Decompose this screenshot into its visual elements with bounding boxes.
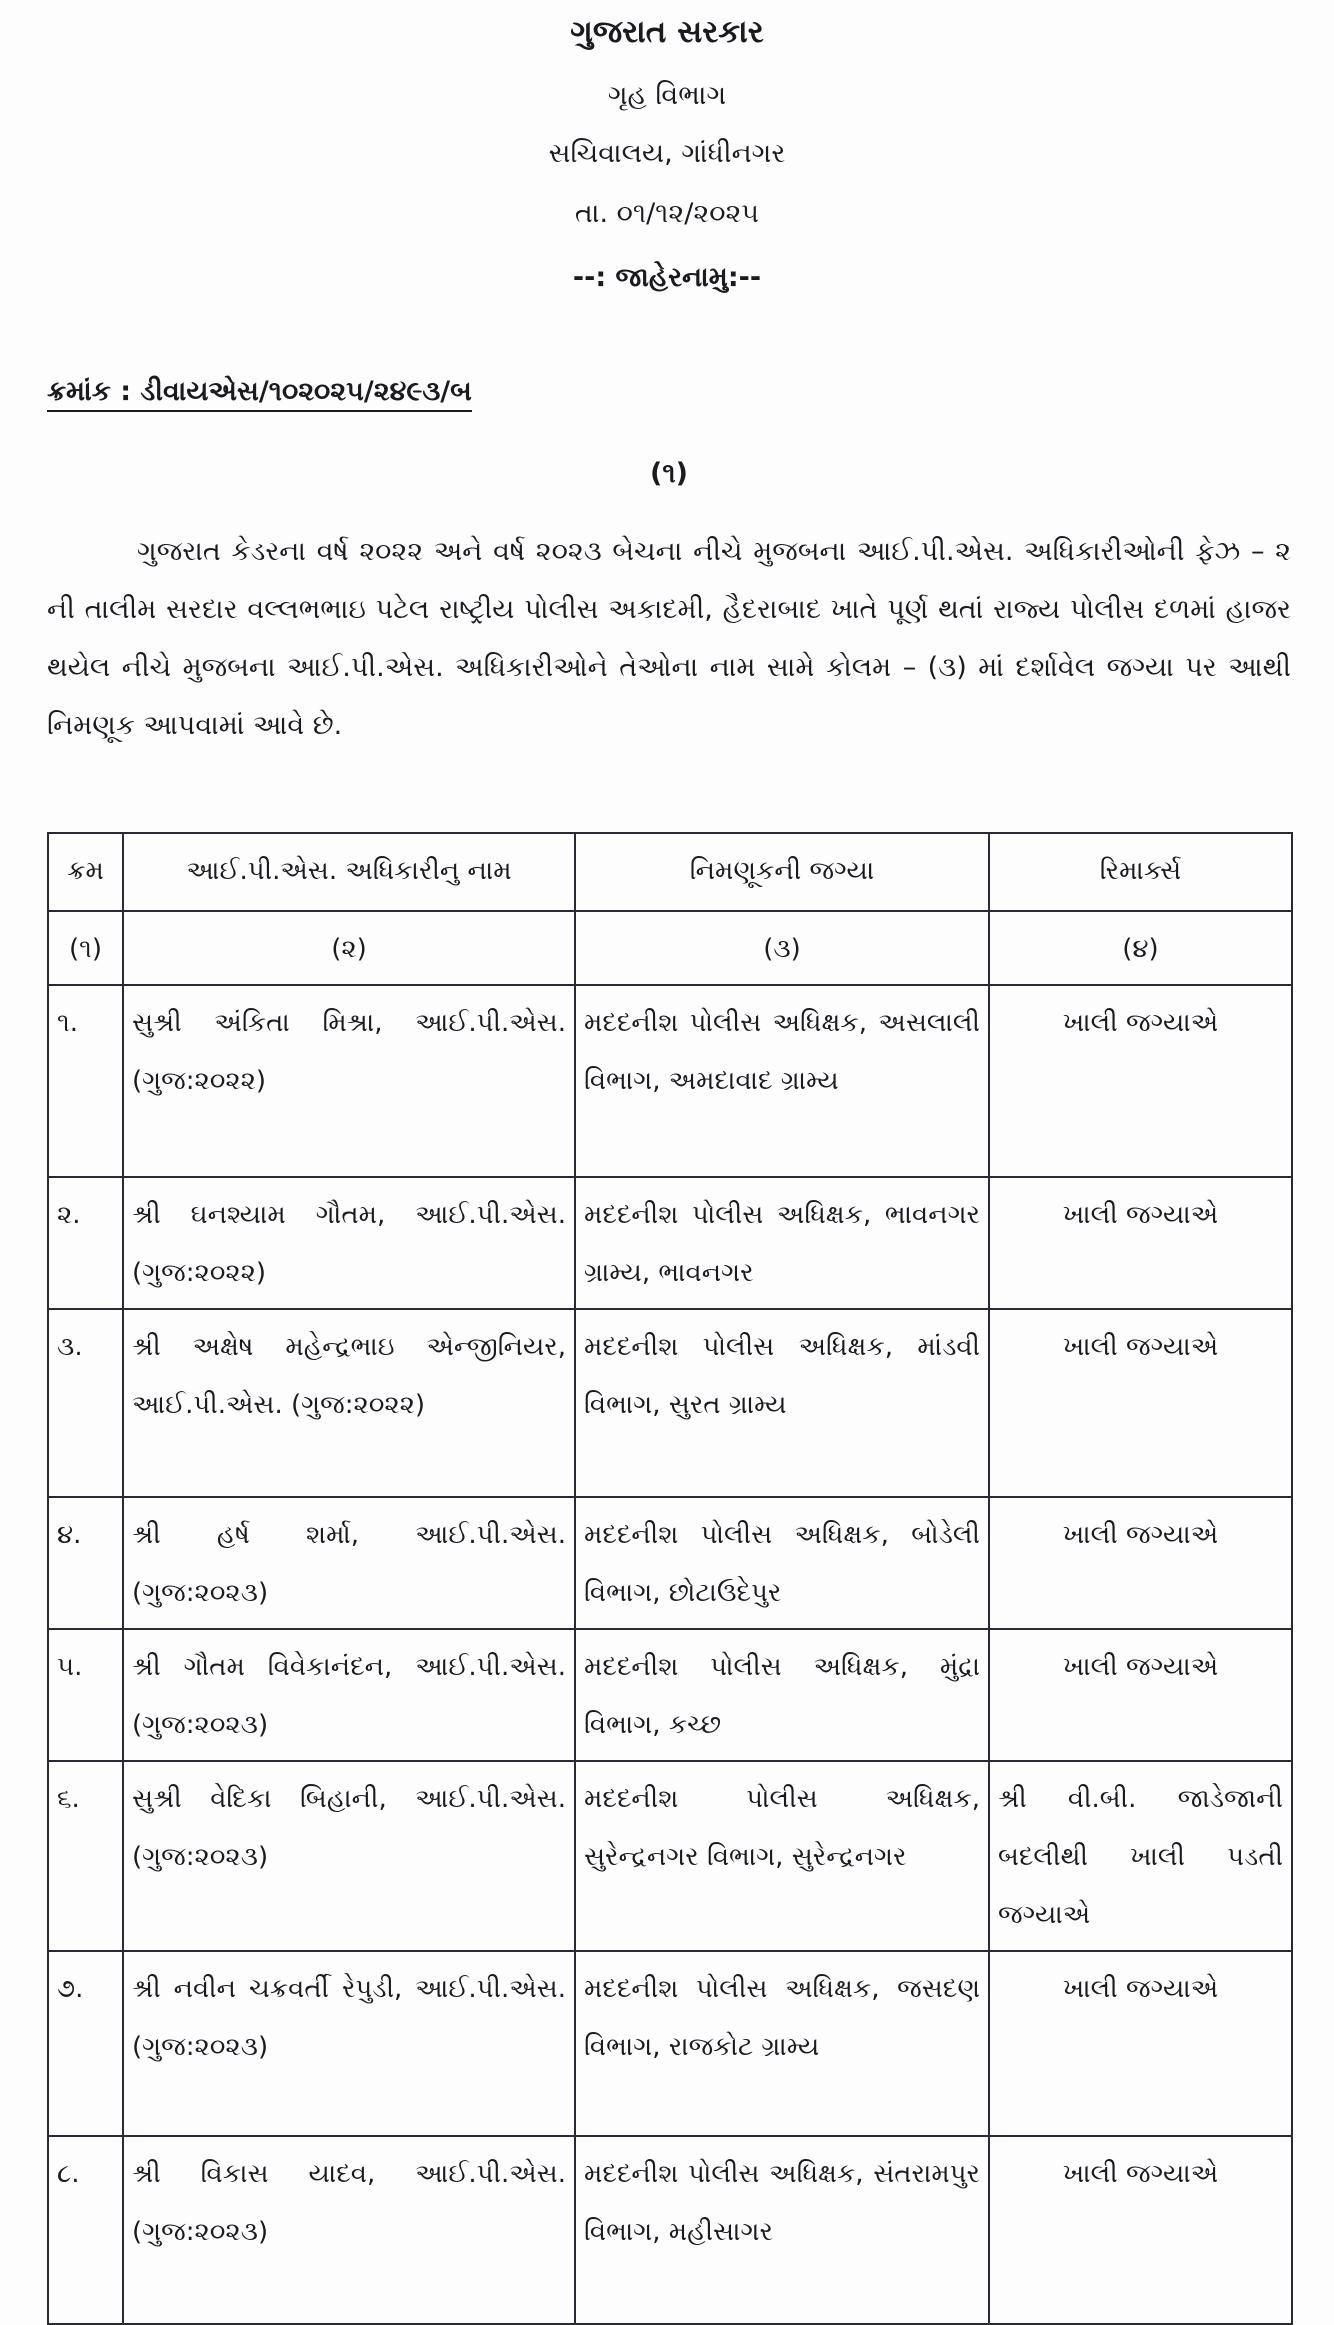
serial-cell: ૮. xyxy=(48,2136,123,2324)
officer-name-cell: સુશ્રી વેદિકા બિહાની, આઈ.પી.એસ. (ગુજ:૨૦૨૩) xyxy=(123,1761,575,1951)
remarks-cell: ખાલી જગ્યાએ xyxy=(989,1629,1292,1761)
appointments-table xyxy=(47,832,1293,2325)
serial-cell: ૬. xyxy=(48,1761,123,1951)
table-row xyxy=(48,1761,1292,1951)
colnum-3: (૩) xyxy=(575,911,989,985)
posting-cell: મદદનીશ પોલીસ અધિક્ષક, ભાવનગર ગ્રામ્ય, ભાવનગર xyxy=(575,1177,989,1309)
document-date: તા. ૦૧/૧૨/૨૦૨૫ xyxy=(574,198,760,229)
paragraph-number: (૧) xyxy=(650,458,688,489)
officer-name-cell: શ્રી ઘનશ્યામ ગૌતમ, આઈ.પી.એસ. (ગુજ:૨૦૨૨) xyxy=(123,1177,575,1309)
reference-number: ક્રમાંક : ડીવાયએસ/૧૦૨૦૨૫/૨૪૯૩/બ xyxy=(47,376,472,412)
posting-cell: મદદનીશ પોલીસ અધિક્ષક, સંતરામપુર વિભાગ, મહીસાગર xyxy=(575,2136,989,2324)
body-paragraph: ગુજરાત કેડરના વર્ષ ૨૦૨૨ અને વર્ષ ૨૦૨૩ બેચના નીચે મુજબના આઈ.પી.એસ. અધિકારીઓની ફેઝ – ૨ ની તાલીમ સરદાર વલ્લભભાઇ પટેલ રાષ્ટ્રીય પોલીસ અકાદમી, હૈદરાબાદ ખાતે પૂર્ણ થતાં રાજ્ય પોલીસ દળમાં હાજર થયેલ નીચે મુજબના આઈ.પી.એસ. અધિકારીઓને તેઓના નામ સામે કોલમ – (૩) માં દર્શાવેલ જગ્યા પર આથી નિમણૂક આપવામાં આવે છે. xyxy=(47,536,1291,741)
colnum-4: (૪) xyxy=(989,911,1292,985)
posting-cell: મદદનીશ પોલીસ અધિક્ષક, મુંદ્રા વિભાગ, કચ્છ xyxy=(575,1629,989,1761)
serial-cell: ૨. xyxy=(48,1177,123,1309)
table-row xyxy=(48,985,1292,1177)
office-location: સચિવાલય, ગાંધીનગર xyxy=(548,138,786,169)
posting-cell: મદદનીશ પોલીસ અધિક્ષક, જસદણ વિભાગ, રાજકોટ ગ્રામ્ય xyxy=(575,1951,989,2136)
government-title: ગુજરાત સરકાર xyxy=(570,14,764,50)
remarks-cell: ખાલી જગ્યાએ xyxy=(989,2136,1292,2324)
remarks-cell: ખાલી જગ્યાએ xyxy=(989,1497,1292,1629)
table-row xyxy=(48,1497,1292,1629)
header-serial: ક્રમ xyxy=(48,833,123,911)
remarks-cell: ખાલી જગ્યાએ xyxy=(989,1177,1292,1309)
posting-cell: મદદનીશ પોલીસ અધિક્ષક, અસલાલી વિભાગ, અમદાવાદ ગ્રામ્ય xyxy=(575,985,989,1177)
officer-name-cell: સુશ્રી અંકિતા મિશ્રા, આઈ.પી.એસ. (ગુજ:૨૦૨૨) xyxy=(123,985,575,1177)
remarks-cell: ખાલી જગ્યાએ xyxy=(989,985,1292,1177)
header-posting: નિમણૂકની જગ્યા xyxy=(575,833,989,911)
serial-cell: ૧. xyxy=(48,985,123,1177)
serial-cell: ૭. xyxy=(48,1951,123,2136)
remarks-cell: ખાલી જગ્યાએ xyxy=(989,1951,1292,2136)
table-row xyxy=(48,1629,1292,1761)
table-header-row xyxy=(48,833,1292,911)
table-row xyxy=(48,2136,1292,2324)
department-name: ગૃહ વિભાગ xyxy=(607,80,727,111)
officer-name-cell: શ્રી વિકાસ યાદવ, આઈ.પી.એસ. (ગુજ:૨૦૨૩) xyxy=(123,2136,575,2324)
column-number-row xyxy=(48,911,1292,985)
posting-cell: મદદનીશ પોલીસ અધિક્ષક, સુરેન્દ્રનગર વિભાગ, સુરેન્દ્રનગર xyxy=(575,1761,989,1951)
serial-cell: ૪. xyxy=(48,1497,123,1629)
colnum-2: (૨) xyxy=(123,911,575,985)
remarks-cell: શ્રી વી.બી. જાડેજાની બદલીથી ખાલી પડતી જગ્યાએ xyxy=(989,1761,1292,1951)
posting-cell: મદદનીશ પોલીસ અધિક્ષક, બોડેલી વિભાગ, છોટાઉદેપુર xyxy=(575,1497,989,1629)
colnum-1: (૧) xyxy=(48,911,123,985)
table-row xyxy=(48,1177,1292,1309)
serial-cell: ૩. xyxy=(48,1309,123,1497)
officer-name-cell: શ્રી નવીન ચક્રવર્તી રેપુડી, આઈ.પી.એસ. (ગુજ:૨૦૨૩) xyxy=(123,1951,575,2136)
remarks-cell: ખાલી જગ્યાએ xyxy=(989,1309,1292,1497)
notification-heading: --: જાહેરનામુ:-- xyxy=(572,262,762,293)
table-row xyxy=(48,1951,1292,2136)
officer-name-cell: શ્રી ગૌતમ વિવેકાનંદન, આઈ.પી.એસ. (ગુજ:૨૦૨૩) xyxy=(123,1629,575,1761)
table-row xyxy=(48,1309,1292,1497)
officer-name-cell: શ્રી અક્ષેષ મહેન્દ્રભાઇ એન્જીનિયર, આઈ.પી.એસ. (ગુજ:૨૦૨૨) xyxy=(123,1309,575,1497)
serial-cell: ૫. xyxy=(48,1629,123,1761)
posting-cell: મદદનીશ પોલીસ અધિક્ષક, માંડવી વિભાગ, સુરત ગ્રામ્ય xyxy=(575,1309,989,1497)
header-remarks: રિમાર્ક્સ xyxy=(989,833,1292,911)
officer-name-cell: શ્રી હર્ષ શર્મા, આઈ.પી.એસ. (ગુજ:૨૦૨૩) xyxy=(123,1497,575,1629)
header-officer-name: આઈ.પી.એસ. અધિકારીનુ નામ xyxy=(123,833,575,911)
